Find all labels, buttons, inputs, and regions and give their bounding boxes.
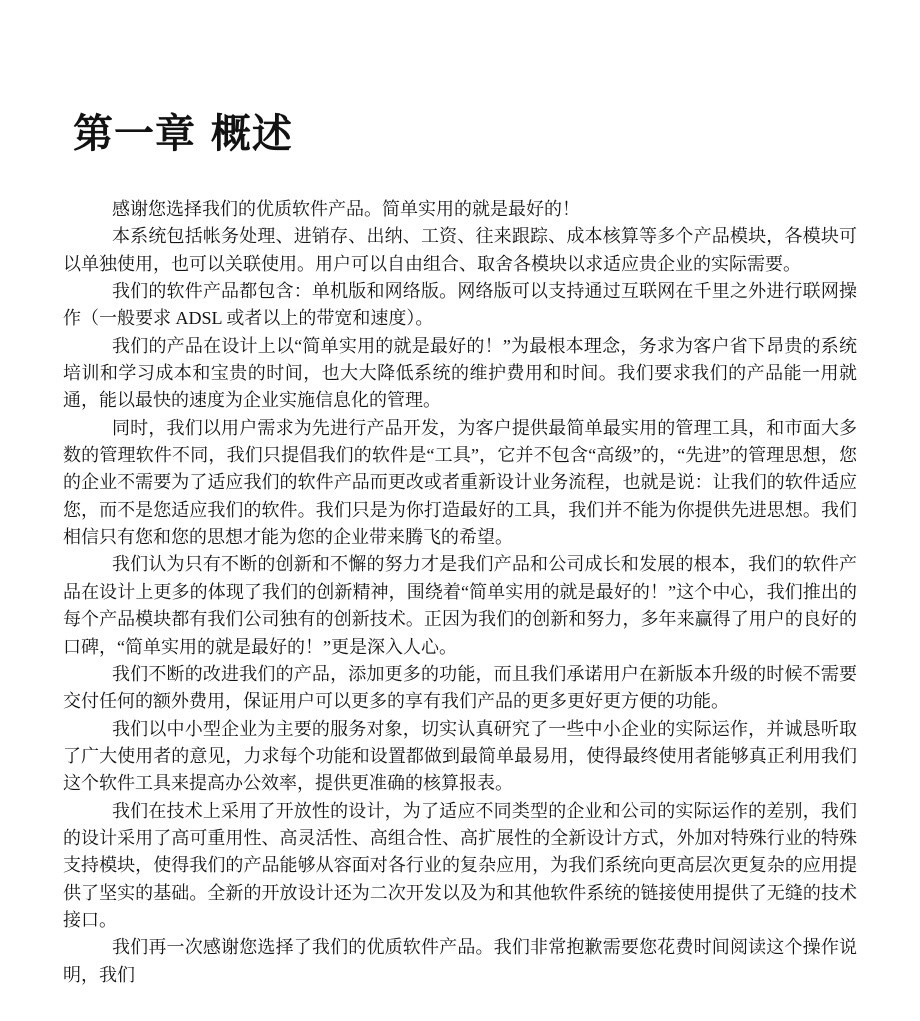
body-paragraph: 我们的软件产品都包含：单机版和网络版。网络版可以支持通过互联网在千里之外进行联网操作（一般要求 ADSL 或者以上的带宽和速度）。: [63, 281, 857, 329]
body-paragraph: 我们以中小型企业为主要的服务对象，切实认真研究了一些中小企业的实际运作，并诚恳听取了广大使用者的意见，力求每个功能和设置都做到最简单最易用，使得最终使用者能够真正利用我们这个软件工具来提高办公效率，提供更准确的核算报表。: [63, 718, 857, 794]
chapter-title: 第一章 概述: [73, 111, 293, 157]
body-paragraph: 本系统包括帐务处理、进销存、出纳、工资、往来跟踪、成本核算等多个产品模块，各模块可以单独使用，也可以关联使用。用户可以自由组合、取舍各模块以求适应贵企业的实际需要。: [63, 226, 857, 274]
body-paragraph: 我们不断的改进我们的产品，添加更多的功能，而且我们承诺用户在新版本升级的时候不需要交付任何的额外费用，保证用户可以更多的享有我们产品的更多更好更方便的功能。: [63, 663, 857, 712]
document-body: [63, 196, 857, 989]
body-paragraph: 我们认为只有不断的创新和不懈的努力才是我们产品和公司成长和发展的根本，我们的软件产品在设计上更多的体现了我们的创新精神，围绕着“简单实用的就是最好的！”这个中心，我们推出的每个产品模块都有我们公司独有的创新技术。正因为我们的创新和努力，多年来赢得了用户的良好的口碑，“简单实用的就是最好的！”更是深入人心。: [63, 554, 857, 657]
body-paragraph: 我们在技术上采用了开放性的设计，为了适应不同类型的企业和公司的实际运作的差别，我们的设计采用了高可重用性、高灵活性、高组合性、高扩展性的全新设计方式，外加对特殊行业的特殊支持模块，使得我们的产品能够从容面对各行业的复杂应用，为我们系统向更高层次更复杂的应用提供了坚实的基础。全新的开放设计还为二次开发以及为和其他软件系统的链接使用提供了无缝的技术接口。: [63, 800, 857, 930]
body-paragraph: 感谢您选择我们的优质软件产品。简单实用的就是最好的！: [112, 199, 580, 219]
body-paragraph: 我们再一次感谢您选择了我们的优质软件产品。我们非常抱歉需要您花费时间阅读这个操作说明，我们: [63, 937, 857, 985]
body-paragraph: 我们的产品在设计上以“简单实用的就是最好的！”为最根本理念，务求为客户省下昂贵的系统培训和学习成本和宝贵的时间，也大大降低系统的维护费用和时间。我们要求我们的产品能一用就通，能以最快的速度为企业实施信息化的管理。: [63, 335, 857, 411]
body-paragraph: 同时，我们以用户需求为先进行产品开发，为客户提供最简单最实用的管理工具，和市面大多数的管理软件不同，我们只提倡我们的软件是“工具”，它并不包含“高级”的，“先进”的管理思想，您的企业不需要为了适应我们的软件产品而更改或者重新设计业务流程，也就是说：让我们的软件适应您，而不是您适应我们的软件。我们只是为你打造最好的工具，我们并不能为你提供先进思想。我们相信只有您和您的思想才能为您的企业带来腾飞的希望。: [63, 417, 857, 548]
